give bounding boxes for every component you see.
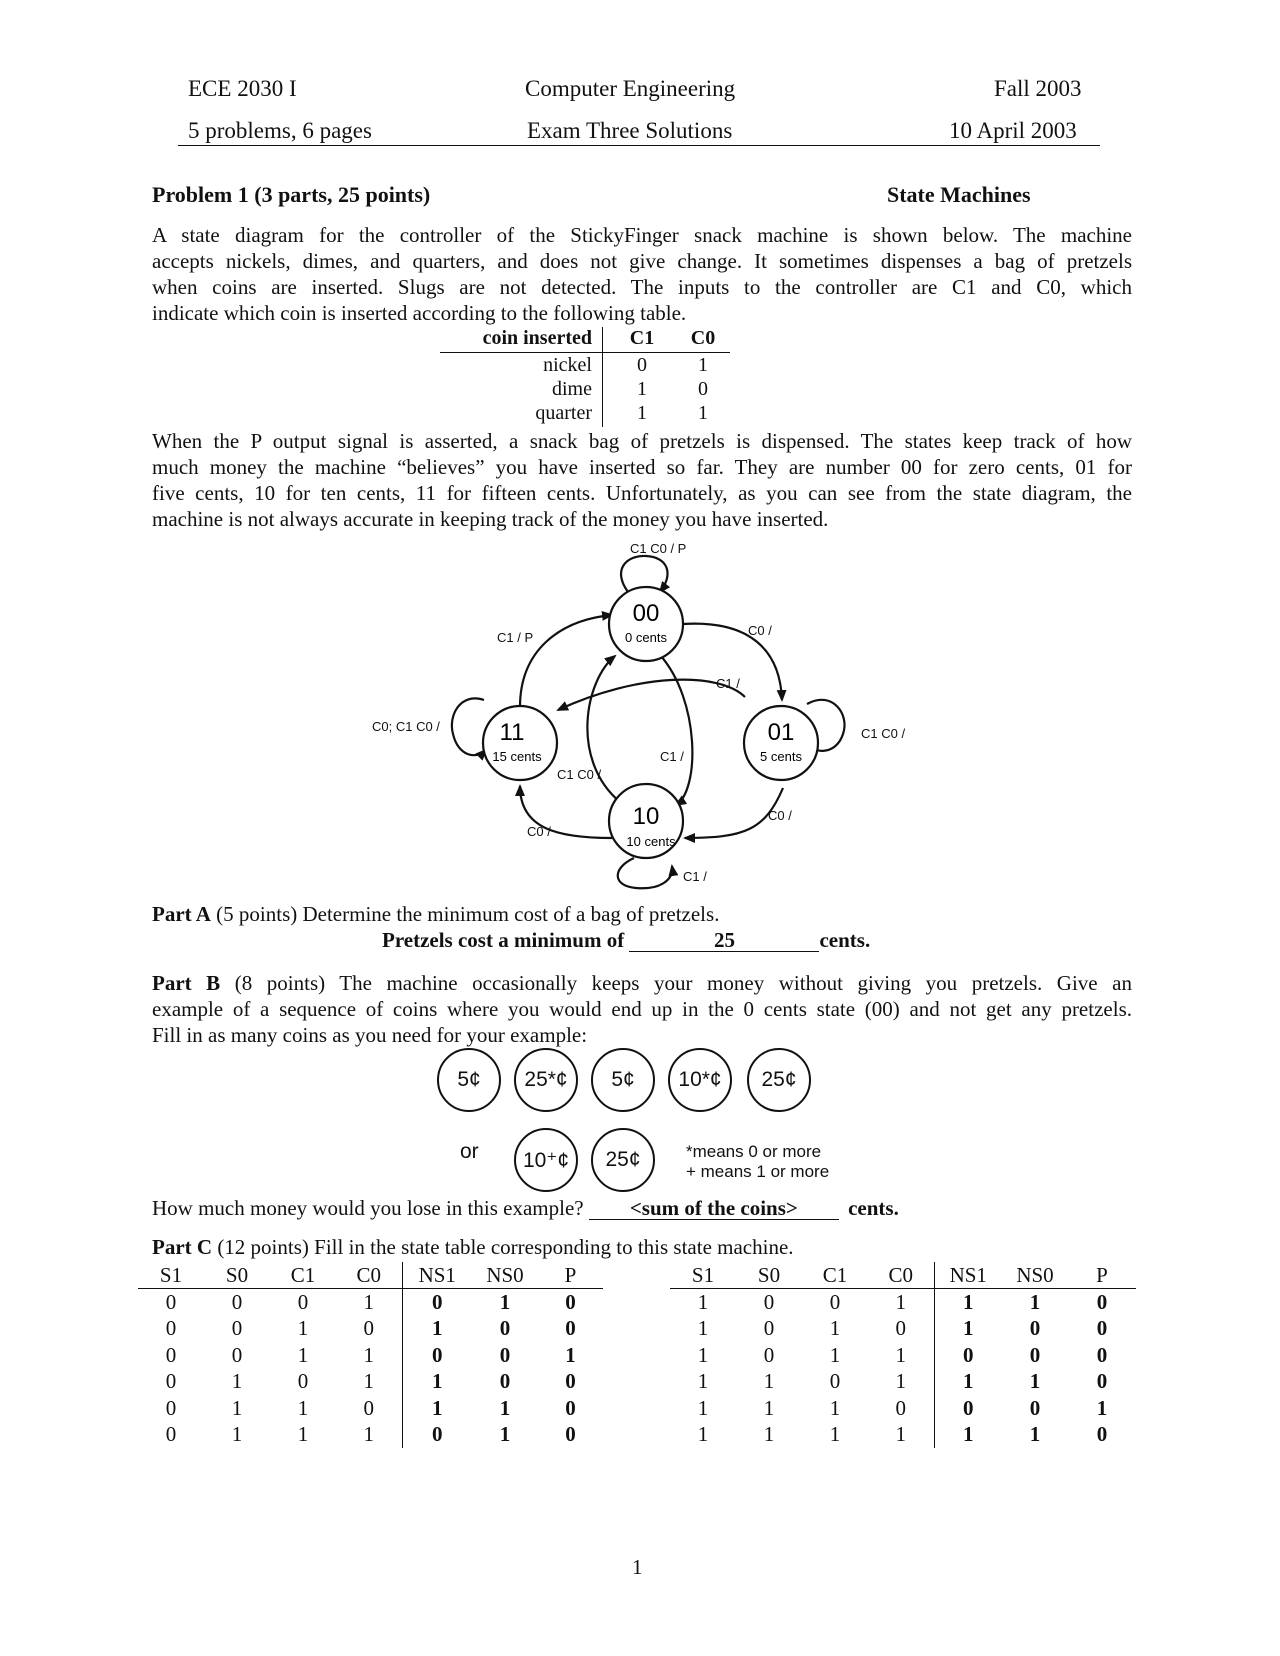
- part-a-label: Part A: [152, 902, 211, 926]
- table-row: 0 1 0 1 1 0 0: [165, 1369, 576, 1394]
- state-01-label: 5 cents: [760, 749, 802, 764]
- lose-suffix: cents.: [848, 1196, 899, 1220]
- lose-answer: <sum of the coins>: [589, 1197, 839, 1220]
- col-ns1: NS1: [934, 1262, 1002, 1289]
- col-c1: C1: [802, 1262, 868, 1289]
- state-11-code: 11: [499, 719, 525, 746]
- part-a-question: [152, 902, 719, 927]
- part-c-label: Part C: [152, 1235, 213, 1259]
- table-row: 0 1 1 0 1 1 0: [165, 1395, 576, 1420]
- intro-line: indicate which coin is inserted according to the following table.: [152, 301, 687, 325]
- coin-circle: 25¢: [747, 1048, 811, 1112]
- page-number: 1: [632, 1555, 643, 1579]
- table-row: 1 0 1 0 1 0 0: [697, 1316, 1108, 1341]
- table-row: 1 0 0 1 1 1 0: [697, 1289, 1108, 1314]
- coin-row-c0: 1: [698, 354, 708, 376]
- col-s1: S1: [138, 1262, 204, 1289]
- col-ns0: NS0: [472, 1262, 538, 1289]
- header-term: Fall 2003: [994, 76, 1082, 101]
- part-c-text: (12 points) Fill in the state table corresponding to this state machine.: [212, 1235, 794, 1259]
- state-table-right: [670, 1262, 1136, 1448]
- edge-label-10-to-00: C1 C0 /: [557, 767, 602, 782]
- part-a-answer-line: [382, 928, 870, 953]
- table-row: 1 1 1 0 0 0 1: [697, 1395, 1108, 1420]
- header-course: ECE 2030 I: [188, 76, 297, 101]
- state-table-header: [670, 1262, 1136, 1289]
- intro-line: accepts nickels, dimes, and quarters, and does not give change. It sometimes dispenses a bag of pretzels: [152, 249, 1132, 273]
- coin-row-c1: 1: [637, 402, 647, 424]
- part-b-paragraph: [152, 970, 1132, 1048]
- col-ns1: NS1: [402, 1262, 472, 1289]
- table-row: 0 0 1 1 0 0 1: [165, 1342, 576, 1367]
- note-plus: + means 1 or more: [686, 1162, 830, 1181]
- header-problems: 5 problems, 6 pages: [188, 118, 372, 143]
- desc-line: machine is not always accurate in keeping track of the money you have inserted.: [152, 507, 829, 531]
- state-10-label: 10 cents: [626, 834, 676, 849]
- coin-table-header-c0: C0: [690, 327, 716, 349]
- coin-row-label: dime: [552, 378, 592, 400]
- header-subject: Computer Engineering: [525, 76, 736, 101]
- table-row: 1 1 0 1 1 1 0: [697, 1369, 1108, 1394]
- coin-circle: 25¢: [591, 1128, 655, 1192]
- lose-line: [152, 1196, 899, 1221]
- table-row: 0 0 1 0 1 0 0: [165, 1316, 576, 1341]
- col-ns0: NS0: [1002, 1262, 1068, 1289]
- desc-line: five cents, 10 for ten cents, 11 for fifteen cents. Unfortunately, as you can see from the state diagram, the: [152, 481, 1132, 505]
- coin-circle: 10⁺¢: [514, 1128, 578, 1192]
- col-s0: S0: [736, 1262, 802, 1289]
- col-s0: S0: [204, 1262, 270, 1289]
- or-label: or: [460, 1140, 479, 1163]
- lose-question: How much money would you lose in this example?: [152, 1196, 584, 1220]
- table-row: 1 0 1 1 0 0 0: [697, 1342, 1108, 1367]
- coin-row-c1: 1: [637, 378, 647, 400]
- col-s1: S1: [670, 1262, 736, 1289]
- coin-row-c0: 0: [698, 378, 708, 400]
- col-p: P: [538, 1262, 603, 1289]
- table-row: 0 1 1 1 0 1 0: [165, 1422, 576, 1447]
- part-b-line: Part B (8 points) The machine occasionally keeps your money without giving you pretzels. Give an: [152, 971, 1132, 995]
- edge-self-11: [452, 698, 486, 755]
- coin-circle: 10*¢: [668, 1048, 732, 1112]
- state-10-code: 10: [632, 803, 660, 830]
- part-b-line: Fill in as many coins as you need for your example:: [152, 1023, 588, 1047]
- problem-title: Problem 1 (3 parts, 25 points): [152, 182, 431, 207]
- edge-label-10-to-11: C0 /: [527, 824, 551, 839]
- edge-label-01-to-11: C1 /: [716, 676, 740, 691]
- col-c0: C0: [868, 1262, 934, 1289]
- coin-table-header-c1: C1: [629, 327, 655, 349]
- edge-label-00-to-01: C0 /: [748, 623, 772, 638]
- coin-row-c1: 0: [637, 354, 647, 376]
- desc-line: When the P output signal is asserted, a snack bag of pretzels is dispensed. The states keep track of how: [152, 429, 1132, 453]
- part-a-answer-prefix: Pretzels cost a minimum of: [382, 928, 625, 952]
- edge-label-01-to-10: C0 /: [768, 808, 792, 823]
- edge-self-10: [618, 858, 672, 888]
- part-a-answer-suffix: cents.: [819, 928, 871, 952]
- part-a-answer: 25: [629, 929, 819, 952]
- coin-circle: 5¢: [591, 1048, 655, 1112]
- state-00-code: 00: [632, 600, 660, 627]
- edge-label-11-to-00: C1 / P: [497, 630, 534, 645]
- desc-line: much money the machine “believes” you have inserted so far. They are number 00 for zero cents, 01 for: [152, 455, 1132, 479]
- header-exam: Exam Three Solutions: [527, 118, 733, 143]
- coin-table-header-coin: coin inserted: [482, 327, 592, 349]
- table-row: 0 0 0 1 0 1 0: [165, 1289, 576, 1314]
- intro-line: when coins are inserted. Slugs are not detected. The inputs to the controller are C1 and C0, which: [152, 275, 1132, 299]
- intro-line: A state diagram for the controller of the StickyFinger snack machine is shown below. The machine: [152, 223, 1132, 247]
- header-date: 10 April 2003: [949, 118, 1077, 143]
- col-c0: C0: [336, 1262, 402, 1289]
- part-b-label: Part B: [152, 971, 221, 995]
- table-row: 1 1 1 1 1 1 0: [697, 1422, 1108, 1447]
- part-c-question: [152, 1235, 794, 1260]
- coin-row-c0: 1: [698, 402, 708, 424]
- edge-label-00-to-10: C1 /: [660, 749, 684, 764]
- col-p: P: [1068, 1262, 1136, 1289]
- coin-row-label: quarter: [535, 402, 592, 424]
- note-star: *means 0 or more: [686, 1142, 822, 1161]
- part-a-text: (5 points) Determine the minimum cost of a bag of pretzels.: [210, 902, 720, 926]
- problem-topic: State Machines: [887, 182, 1031, 207]
- state-11-label: 15 cents: [492, 749, 542, 764]
- edge-label-self-00: C1 C0 / P: [630, 541, 687, 556]
- part-b-line: example of a sequence of coins where you would end up in the 0 cents state (00) and not get any pretzels.: [152, 997, 1132, 1021]
- coin-circle: 25*¢: [514, 1048, 578, 1112]
- col-c1: C1: [270, 1262, 336, 1289]
- state-table-left: [138, 1262, 603, 1448]
- coin-row-label: nickel: [543, 354, 592, 376]
- coin-circle: 5¢: [437, 1048, 501, 1112]
- edge-label-self-11: C0; C1 C0 /: [372, 719, 440, 734]
- edge-00-to-10: [660, 655, 692, 805]
- edge-label-self-01: C1 C0 /: [861, 726, 906, 741]
- state-table-header: [138, 1262, 603, 1289]
- state-00-label: 0 cents: [625, 630, 667, 645]
- edge-label-self-10: C1 /: [683, 869, 707, 884]
- state-01-code: 01: [767, 719, 795, 746]
